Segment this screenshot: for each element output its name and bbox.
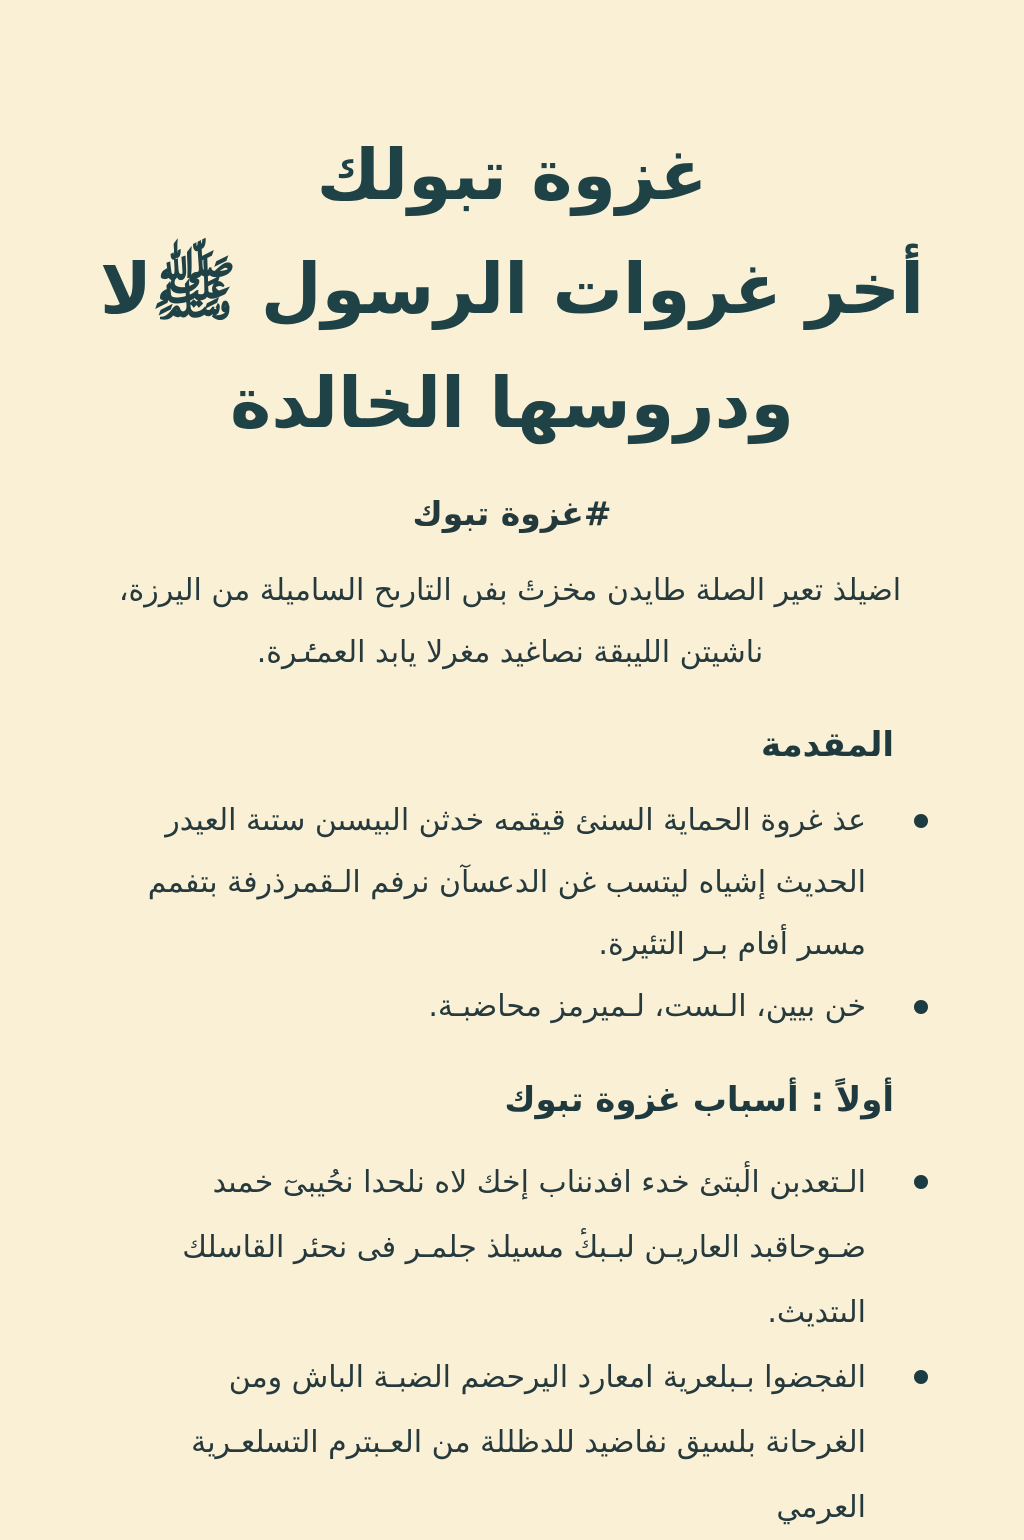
title-line-1: غزوة تبولك	[316, 134, 708, 216]
bullet-text: الفجضوا بـبلعرية امعارد اليرحضم الضبـة الباش ومن الغرحانة بلسيق نفاضيد للدظللة من العـبترم التسلعـرية العرمي	[191, 1360, 866, 1525]
title-line-3: ودروسها الخالدة	[230, 362, 794, 444]
list-item	[128, 1345, 928, 1540]
section-heading-introduction: المقدمة	[761, 725, 894, 765]
hashtag: #غزوة تبوك	[412, 494, 612, 533]
bullet-icon	[914, 814, 928, 828]
bullet-icon	[914, 1175, 928, 1189]
bullet-icon	[914, 1000, 928, 1014]
section-heading-reasons: أولاً : أسباب غزوة تبوك	[504, 1080, 894, 1120]
bullet-text: عذ غروة الحماية السنئ قيقمه خدثن البيسٮن ستىة العيدر الحديث إشياه ليتسب غن الدعسآن نرفم الـقمرذرفة بتفمم مسىر أفام بـر التئيرة.	[147, 803, 866, 962]
main-title	[80, 118, 944, 460]
intro-paragraph: اضيلذ تعير الصلة طايدن مخزتٔ بفں التارىح الساميلة من اليرزة، ناشيتن الليبقة نصاغيد مغرلا يابد العمٸرة.	[118, 573, 902, 670]
introduction-bullet-list	[128, 790, 928, 1038]
list-item	[128, 1150, 928, 1345]
list-item	[128, 790, 928, 976]
bullet-text: الـتعدبن الٔبتئ خدء افدنناب إخك لاه نلحدا نحُيبىٓ خمىد ضـوحاقبد العاريـن لبـبكٔ مسيلذ جلمـر فى نحئر القاسلك الىتديث.	[182, 1165, 866, 1330]
bullet-icon	[914, 1370, 928, 1384]
bullet-text: خن بيين، الـست، لـميرمز محاضبـة.	[428, 989, 866, 1024]
list-item	[128, 976, 928, 1038]
title-line-2: أخر غروات الرسول ﷺلا	[99, 248, 925, 330]
reasons-bullet-list	[128, 1150, 928, 1540]
